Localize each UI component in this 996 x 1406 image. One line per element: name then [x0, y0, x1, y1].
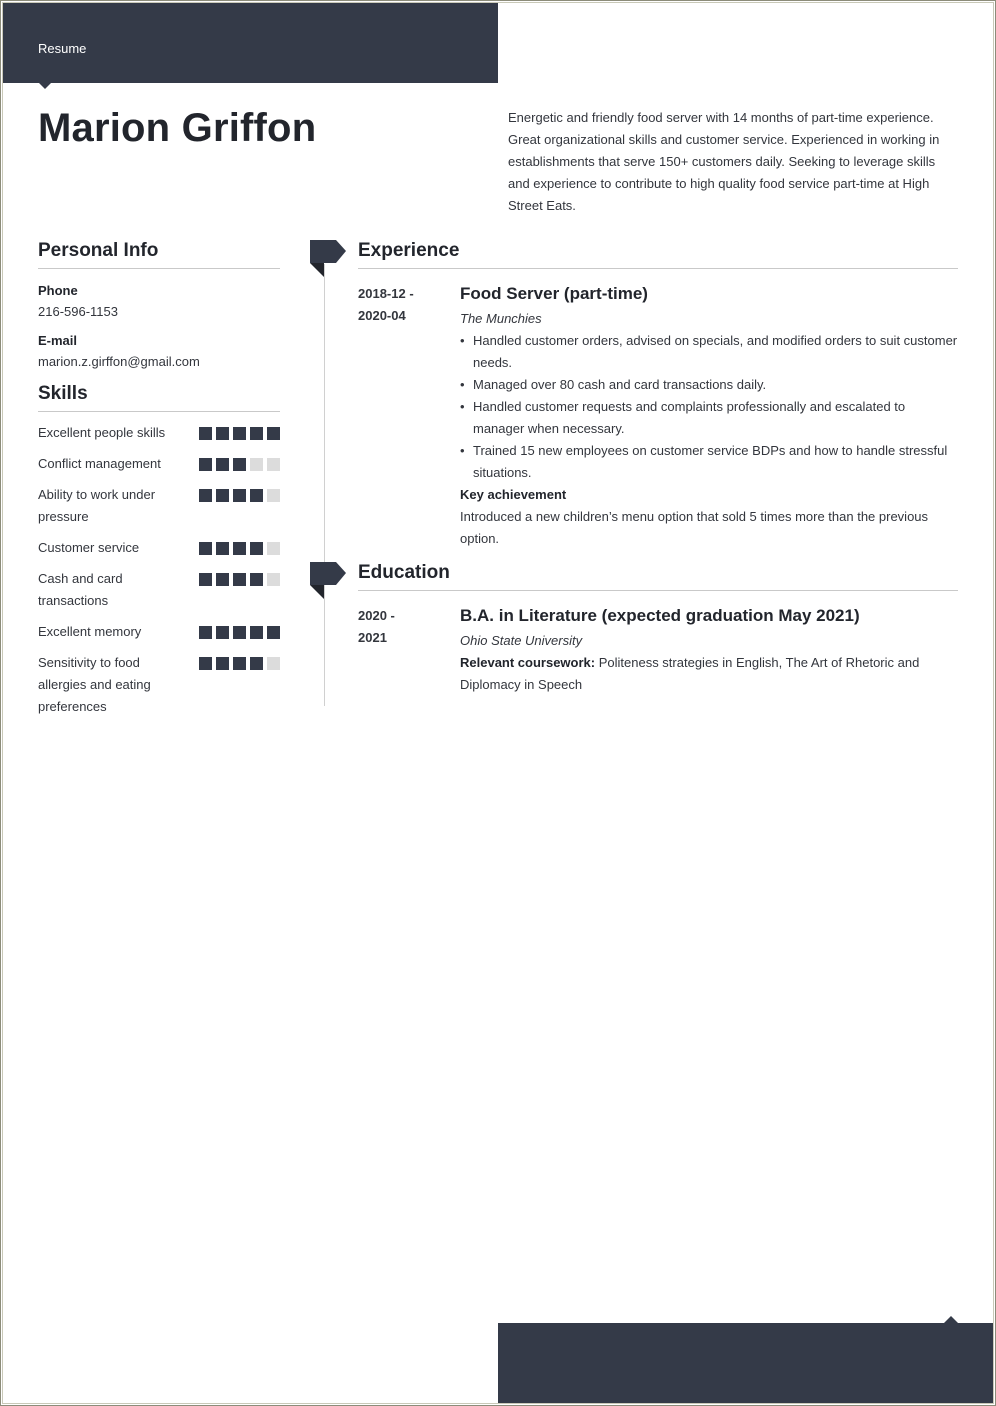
- skill-row: [38, 453, 280, 475]
- rating-dot-filled: [199, 542, 212, 555]
- skill-row: [38, 537, 280, 559]
- rating-dot-filled: [199, 657, 212, 670]
- skill-row: [38, 422, 280, 444]
- skill-row: [38, 568, 280, 612]
- left-column: [38, 240, 280, 718]
- skill-rating: [199, 422, 280, 444]
- skill-row: [38, 621, 280, 643]
- coursework-label: Relevant coursework:: [460, 655, 596, 670]
- skill-label: Cash and card transactions: [38, 571, 123, 608]
- skill-row: [38, 652, 280, 718]
- skill-label: Excellent people skills: [38, 425, 166, 440]
- rating-dot-filled: [267, 626, 280, 639]
- skill-rating: [199, 568, 280, 612]
- experience-section: [358, 240, 958, 550]
- education-dates: [358, 605, 460, 696]
- rating-dot-filled: [233, 573, 246, 586]
- education-flag-icon: [310, 562, 346, 600]
- email-value: marion.z.girffon@gmail.com: [38, 354, 200, 369]
- employer-name: The Munchies: [460, 311, 542, 326]
- rating-dot-empty: [267, 657, 280, 670]
- rating-dot-filled: [250, 657, 263, 670]
- key-achievement-text: Introduced a new children’s menu option that sold 5 times more than the previous option.: [460, 509, 929, 546]
- rating-dot-filled: [250, 489, 263, 502]
- skill-rating: [199, 537, 280, 559]
- education-date-start: 2020 -: [358, 608, 395, 623]
- rating-dot-filled: [199, 427, 212, 440]
- rating-dot-filled: [216, 657, 229, 670]
- rating-dot-empty: [267, 458, 280, 471]
- education-date-end: 2021: [358, 630, 387, 645]
- rating-dot-filled: [250, 626, 263, 639]
- rating-dot-filled: [233, 427, 246, 440]
- rating-dot-filled: [233, 626, 246, 639]
- experience-dates: [358, 283, 460, 550]
- experience-body: [460, 283, 958, 550]
- skill-rating: [199, 453, 280, 475]
- list-item: • Handled customer orders, advised on specials, and modified orders to suit customer needs.: [460, 330, 958, 374]
- candidate-name: Marion Griffon: [38, 106, 317, 150]
- rating-dot-filled: [216, 573, 229, 586]
- education-heading: Education: [358, 562, 958, 591]
- rating-dot-filled: [199, 458, 212, 471]
- rating-dot-empty: [267, 542, 280, 555]
- job-title: Food Server (part-time): [460, 284, 648, 303]
- degree-title: B.A. in Literature (expected graduation May 2021): [460, 606, 860, 625]
- phone-value: 216-596-1153: [38, 304, 118, 319]
- rating-dot-filled: [233, 458, 246, 471]
- phone-label: Phone: [38, 283, 78, 298]
- rating-dot-filled: [199, 489, 212, 502]
- rating-dot-filled: [216, 542, 229, 555]
- coursework-text: [460, 652, 958, 696]
- profile-summary: Energetic and friendly food server with 14 months of part-time experience. Great organizational skills and customer service. Experienced in working in establishments that serve 150+ customers daily. Seeking to leverage skills and experience to contribute to high quality food service part-time at High Street Eats.: [508, 110, 940, 213]
- skills-list: [38, 422, 280, 718]
- rating-dot-empty: [250, 458, 263, 471]
- rating-dot-filled: [199, 626, 212, 639]
- rating-dot-filled: [250, 573, 263, 586]
- rating-dot-empty: [267, 489, 280, 502]
- list-item: • Managed over 80 cash and card transactions daily.: [460, 374, 958, 396]
- experience-entry: [358, 283, 958, 550]
- education-section: [358, 562, 958, 696]
- rating-dot-filled: [216, 458, 229, 471]
- rating-dot-filled: [233, 542, 246, 555]
- skills-heading: Skills: [38, 383, 280, 412]
- timeline-line: [324, 264, 325, 706]
- email-label: E-mail: [38, 333, 78, 348]
- header-band: [3, 3, 498, 83]
- experience-date-start: 2018-12 -: [358, 286, 414, 301]
- footer-band: [498, 1323, 993, 1403]
- rating-dot-empty: [267, 573, 280, 586]
- list-item: • Handled customer requests and complaints professionally and escalated to manager when necessary.: [460, 396, 958, 440]
- experience-heading: Experience: [358, 240, 958, 269]
- personal-info-heading: Personal Info: [38, 240, 280, 269]
- list-item: • Trained 15 new employees on customer service BDPs and how to handle stressful situations.: [460, 440, 958, 484]
- footer-notch: [944, 1316, 958, 1323]
- rating-dot-filled: [216, 427, 229, 440]
- rating-dot-filled: [233, 489, 246, 502]
- document-label: Resume: [38, 41, 87, 56]
- education-body: [460, 605, 958, 696]
- responsibility-list: [460, 330, 958, 484]
- skill-label: Ability to work under pressure: [38, 487, 156, 524]
- coursework-value: Politeness strategies in English, The Art of Rhetoric and Diplomacy in Speech: [460, 655, 920, 692]
- rating-dot-filled: [267, 427, 280, 440]
- key-achievement-label: Key achievement: [460, 487, 567, 502]
- skill-label: Sensitivity to food allergies and eating preferences: [38, 655, 151, 714]
- skill-rating: [199, 621, 280, 643]
- rating-dot-filled: [199, 573, 212, 586]
- rating-dot-filled: [216, 489, 229, 502]
- school-name: Ohio State University: [460, 633, 583, 648]
- skill-label: Conflict management: [38, 456, 161, 471]
- skill-row: [38, 484, 280, 528]
- skill-rating: [199, 484, 280, 528]
- skill-rating: [199, 652, 280, 718]
- rating-dot-filled: [250, 427, 263, 440]
- skill-label: Customer service: [38, 540, 140, 555]
- education-entry: [358, 605, 958, 696]
- header-notch: [38, 82, 52, 89]
- experience-flag-icon: [310, 240, 346, 278]
- experience-date-end: 2020-04: [358, 308, 406, 323]
- rating-dot-filled: [216, 626, 229, 639]
- rating-dot-filled: [233, 657, 246, 670]
- skill-label: Excellent memory: [38, 624, 142, 639]
- rating-dot-filled: [250, 542, 263, 555]
